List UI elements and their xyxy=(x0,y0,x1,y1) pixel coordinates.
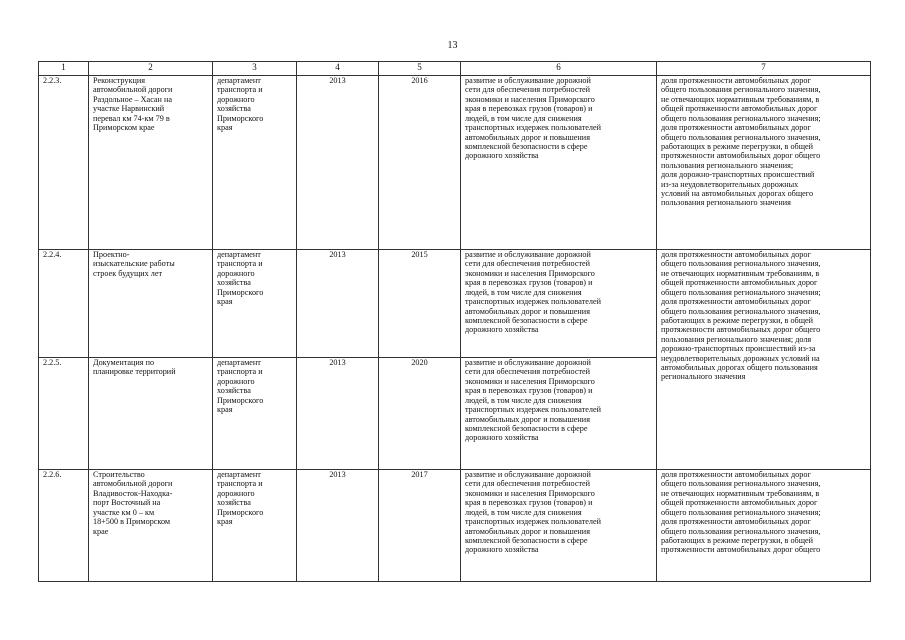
activity-name: Проектно- изыскательские работы строек будущих лет xyxy=(89,250,213,358)
activity-name: Документация по планировке территорий xyxy=(89,358,213,470)
column-number: 6 xyxy=(461,62,657,76)
end-year: 2016 xyxy=(379,76,461,250)
expected-result: развитие и обслуживание дорожной сети для обеспечения потребностей экономики и населения Приморского края в перевозках грузов (товаров) и людей, в том числе для снижения транспортных издержек пользователей автомобильных дорог и повышения комплексной безопасности в сфере дорожного хозяйства xyxy=(461,470,657,582)
row-number: 2.2.6. xyxy=(39,470,89,582)
end-year: 2017 xyxy=(379,470,461,582)
row-number: 2.2.4. xyxy=(39,250,89,358)
target-indicators: доля протяженности автомобильных дорог общего пользования регионального значения, не отвечающих нормативным требованиям, в общей протяженности автомобильных дорог общего пользования регионального значения; доля протяженности автомобильных дорог общего пользования регионального значения, работающих в режиме перегрузки, в общей протяженности автомобильных дорог общего xyxy=(657,470,871,582)
column-number: 4 xyxy=(297,62,379,76)
expected-result: развитие и обслуживание дорожной сети для обеспечения потребностей экономики и населения Приморского края в перевозках грузов (товаров) и людей, в том числе для снижения транспортных издержек пользователей автомобильных дорог и повышения комплексной безопасности в сфере дорожного хозяйства xyxy=(461,76,657,250)
column-number: 3 xyxy=(213,62,297,76)
table-row xyxy=(39,76,871,250)
start-year: 2013 xyxy=(297,76,379,250)
responsible-executor: департамент транспорта и дорожного хозяйства Приморского края xyxy=(213,76,297,250)
table-row xyxy=(39,470,871,582)
column-number-row xyxy=(39,62,871,76)
table-row xyxy=(39,250,871,358)
start-year: 2013 xyxy=(297,250,379,358)
end-year: 2015 xyxy=(379,250,461,358)
row-number: 2.2.5. xyxy=(39,358,89,470)
column-number: 2 xyxy=(89,62,213,76)
page-number: 13 xyxy=(447,40,458,51)
responsible-executor: департамент транспорта и дорожного хозяйства Приморского края xyxy=(213,250,297,358)
activity-name: Строительство автомобильной дороги Владивосток-Находка- порт Восточный на участке км 0 – км 18+500 в Приморском крае xyxy=(89,470,213,582)
column-number: 1 xyxy=(39,62,89,76)
column-number: 5 xyxy=(379,62,461,76)
start-year: 2013 xyxy=(297,358,379,470)
start-year: 2013 xyxy=(297,470,379,582)
responsible-executor: департамент транспорта и дорожного хозяйства Приморского края xyxy=(213,470,297,582)
column-number: 7 xyxy=(657,62,871,76)
expected-result: развитие и обслуживание дорожной сети для обеспечения потребностей экономики и населения Приморского края в перевозках грузов (товаров) и людей, в том числе для снижения транспортных издержек пользователей автомобильных дорог и повышения комплексной безопасности в сфере дорожного хозяйства xyxy=(461,358,657,470)
row-number: 2.2.3. xyxy=(39,76,89,250)
target-indicators: доля протяженности автомобильных дорог общего пользования регионального значения, не отвечающих нормативным требованиям, в общей протяженности автомобильных дорог общего пользования регионального значения; доля протяженности автомобильных дорог общего пользования регионального значения, работающих в режиме перегрузки, в общей протяженности автомобильных дорог общего пользования регионального значения; доля дорожно-транспортных происшествий из-за неудовлетворительных дорожных условий на автомобильных дорогах общего пользования регионального значения xyxy=(657,250,871,470)
expected-result: развитие и обслуживание дорожной сети для обеспечения потребностей экономики и населения Приморского края в перевозках грузов (товаров) и людей, в том числе для снижения транспортных издержек пользователей автомобильных дорог и повышения комплексной безопасности в сфере дорожного хозяйства xyxy=(461,250,657,358)
program-table xyxy=(38,61,871,582)
end-year: 2020 xyxy=(379,358,461,470)
responsible-executor: департамент транспорта и дорожного хозяйства Приморского края xyxy=(213,358,297,470)
target-indicators: доля протяженности автомобильных дорог общего пользования регионального значения, не отвечающих нормативным требованиям, в общей протяженности автомобильных дорог общего пользования регионального значения; доля протяженности автомобильных дорог общего пользования регионального значения, работающих в режиме перегрузки, в общей протяженности автомобильных дорог общего пользования регионального значения; доля дорожно-транспортных происшествий из-за неудовлетворительных дорожных условий на автомобильных дорогах общего пользования регионального значения xyxy=(657,76,871,250)
activity-name: Реконструкция автомобильной дороги Раздольное – Хасан на участке Нарвинский перевал км 74-км 79 в Приморском крае xyxy=(89,76,213,250)
